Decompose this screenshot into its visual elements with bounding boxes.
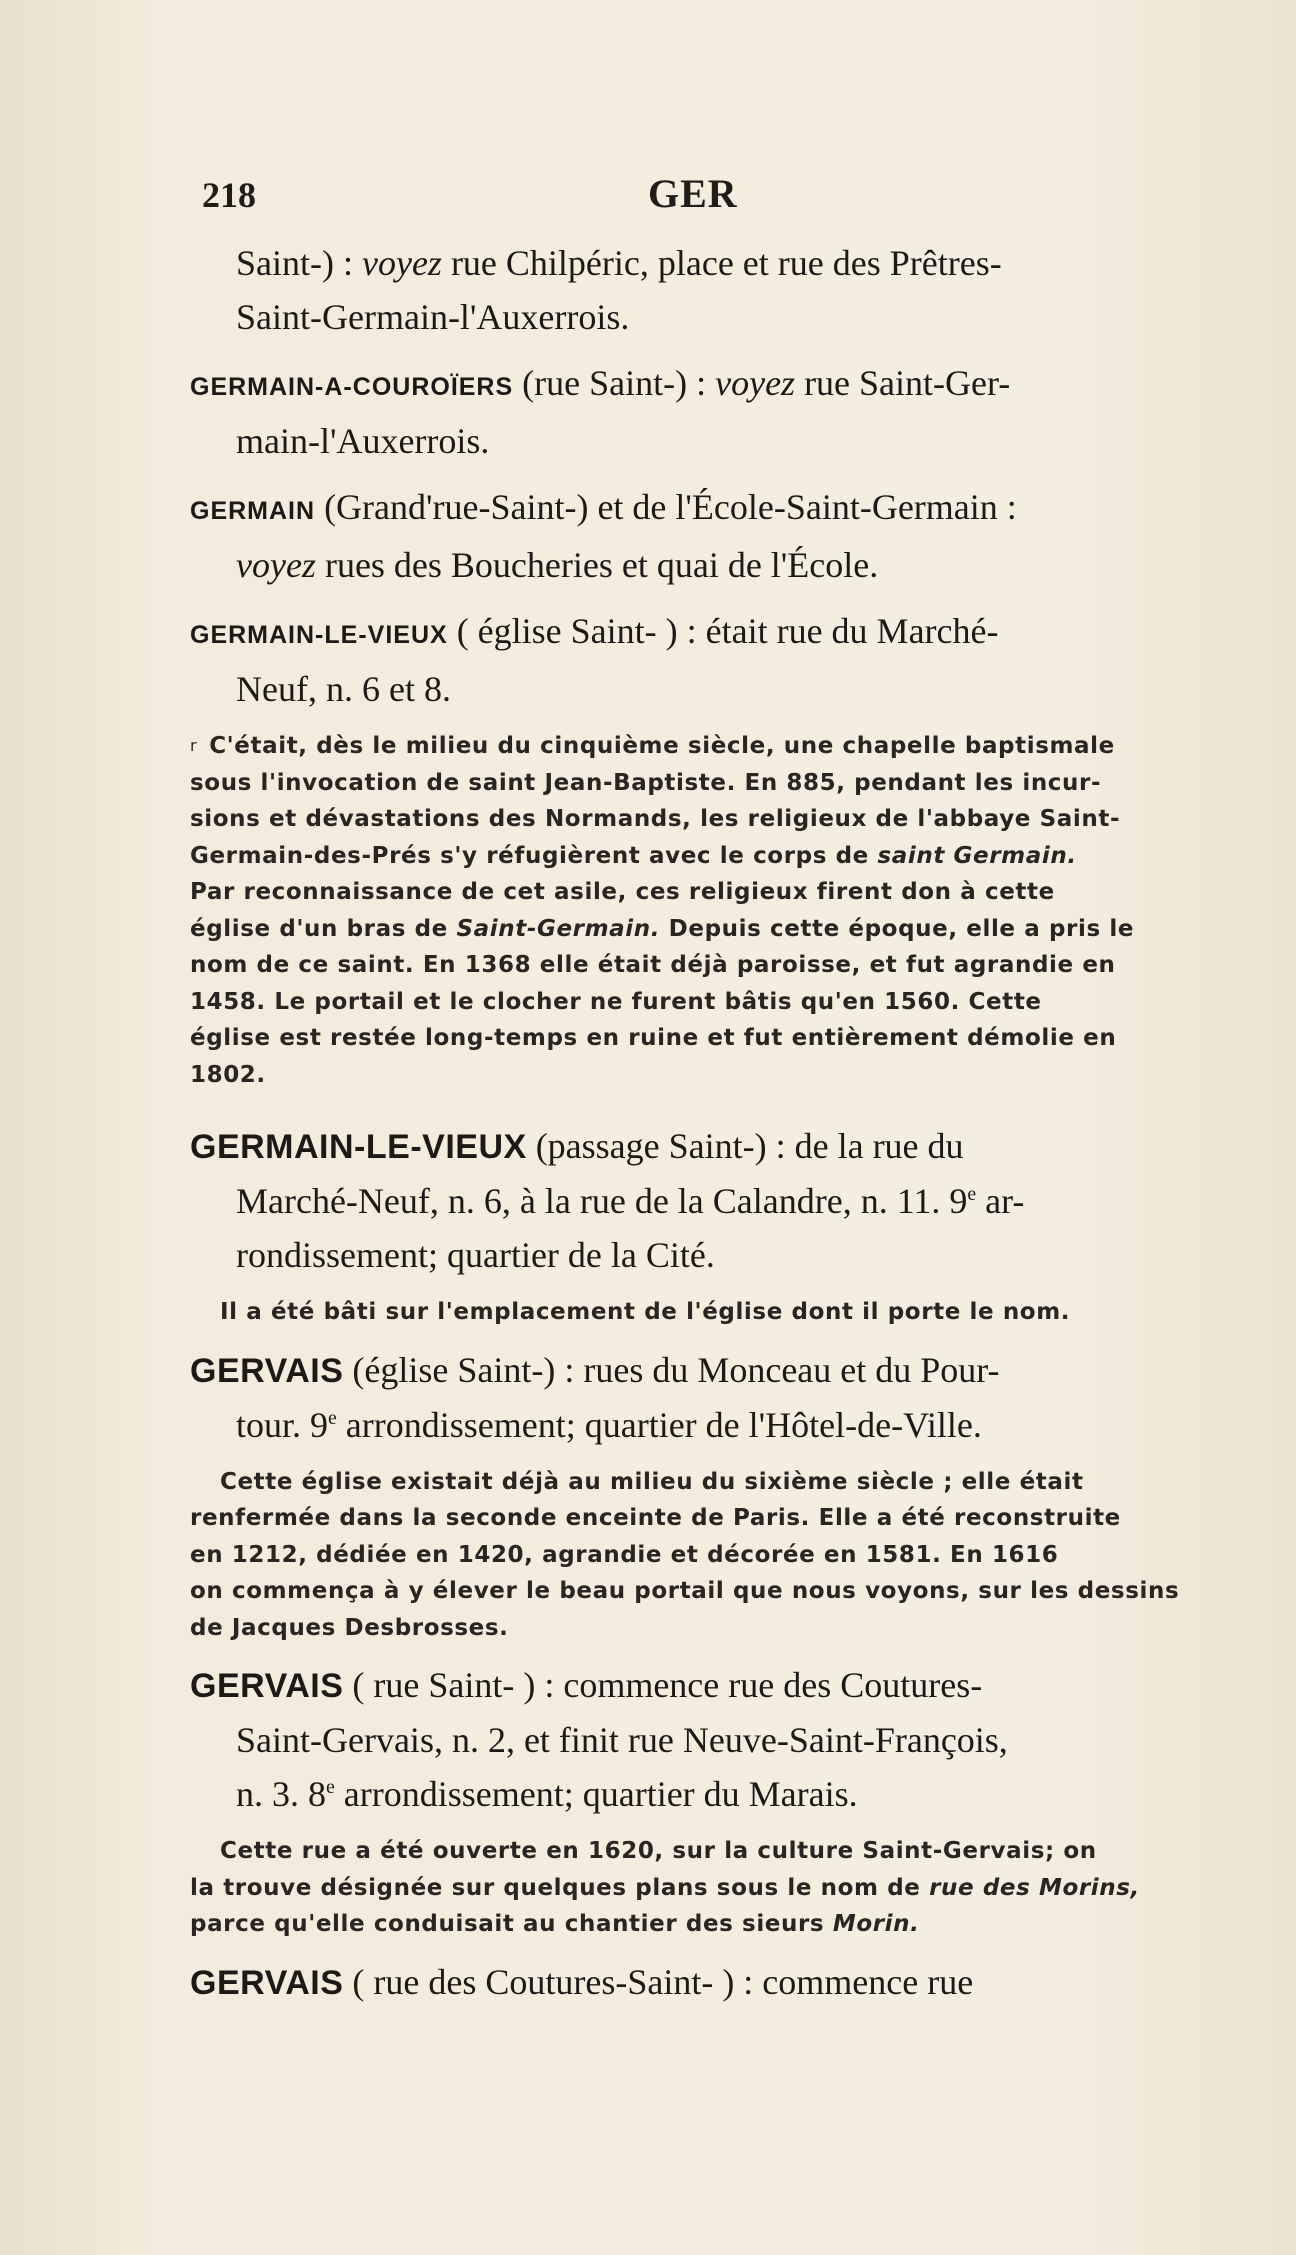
entry-continuation: Saint-) : voyez rue Chilpéric, place et rue des Prêtres- Saint-Germain-l'Auxerrois. (236, 243, 1002, 337)
entry-gervais-coutures: GERVAIS ( rue des Coutures-Saint- ) : commence rue (190, 1961, 974, 2002)
entry-gervais-eglise: GERVAIS (église Saint-) : rues du Monceau et du Pour- tour. 9e arrondissement; quartier de l'Hôtel-de-Ville. (190, 1349, 1000, 1445)
entry-headword: GERMAIN-LE-VIEUX (190, 1128, 527, 1166)
entry-germain-le-vieux-eglise: GERMAIN-LE-VIEUX ( église Saint- ) : était rue du Marché- Neuf, n. 6 et 8. (190, 611, 999, 709)
note-mark: r (190, 736, 198, 755)
entry-headword: GERVAIS (190, 1351, 344, 1390)
historical-note: Il a été bâti sur l'emplacement de l'église dont il porte le nom. (220, 1299, 1071, 1325)
entry-headword: GERMAIN (190, 497, 316, 525)
page-header (202, 170, 1206, 228)
entry-germain-a-couroiers: GERMAIN-A-COUROÏERS (rue Saint-) : voyez rue Saint-Ger- main-l'Auxerrois. (190, 363, 1011, 461)
entry-headword: GERVAIS (190, 1667, 344, 1705)
historical-note: Cette rue a été ouverte en 1620, sur la culture Saint-Gervais; on la trouve désignée sur quelques plans sous le nom de rue des Morins, parce qu'elle conduisait au chantier des sieurs Morin. (190, 1838, 1140, 1937)
entry-headword: GERVAIS (190, 1963, 344, 2002)
page-number: 218 (202, 175, 256, 215)
entry-headword: GERMAIN-A-COUROÏERS (190, 373, 514, 401)
entry-germain-le-vieux-passage: GERMAIN-LE-VIEUX (passage Saint-) : de la rue du Marché-Neuf, n. 6, à la rue de la Calandre, n. 11. 9e ar- rondissement; quartier de la Cité. (190, 1126, 1025, 1275)
running-head: GER (648, 171, 738, 216)
historical-note: $^r$ C'était, dès le milieu du cinquième siècle, une chapelle baptismale sous l'invocation de saint Jean-Baptiste. En 885, pendant les incur- sions et dévastations des Normands, les religieux de l'abbaye Saint- Germain-des-Prés s'y réfugièrent avec le corps de saint Germain. Par reconnaissance de cet asile, ces religieux firent don à cette église d'un bras de Saint-Germain. Depuis cette époque, elle a pris le nom de ce saint. En 1368 elle était déjà paroisse, et fut agrandie en 1458. Le portail et le clocher ne furent bâtis qu'en 1560. Cette église est restée long-temps en ruine et fut entièrement démolie en 1802. (190, 733, 1135, 1088)
entry-gervais-rue: GERVAIS ( rue Saint- ) : commence rue des Coutures- Saint-Gervais, n. 2, et finit rue Neuve-Saint-François, n. 3. 8e arrondissement; quartier du Marais. (190, 1665, 1008, 1814)
historical-note: Cette église existait déjà au milieu du sixième siècle ; elle était renfermée dans la seconde enceinte de Paris. Elle a été reconstruite en 1212, dédiée en 1420, agrandie et décorée en 1581. En 1616 on commença à y élever le beau portail que nous voyons, sur les dessins de Jacques Desbrosses. (190, 1468, 1180, 1641)
entry-germain-grand-rue: GERMAIN (Grand'rue-Saint-) et de l'École-Saint-Germain : voyez rues des Boucheries et quai de l'École. (190, 487, 1017, 585)
entry-headword: GERMAIN-LE-VIEUX (190, 621, 448, 649)
